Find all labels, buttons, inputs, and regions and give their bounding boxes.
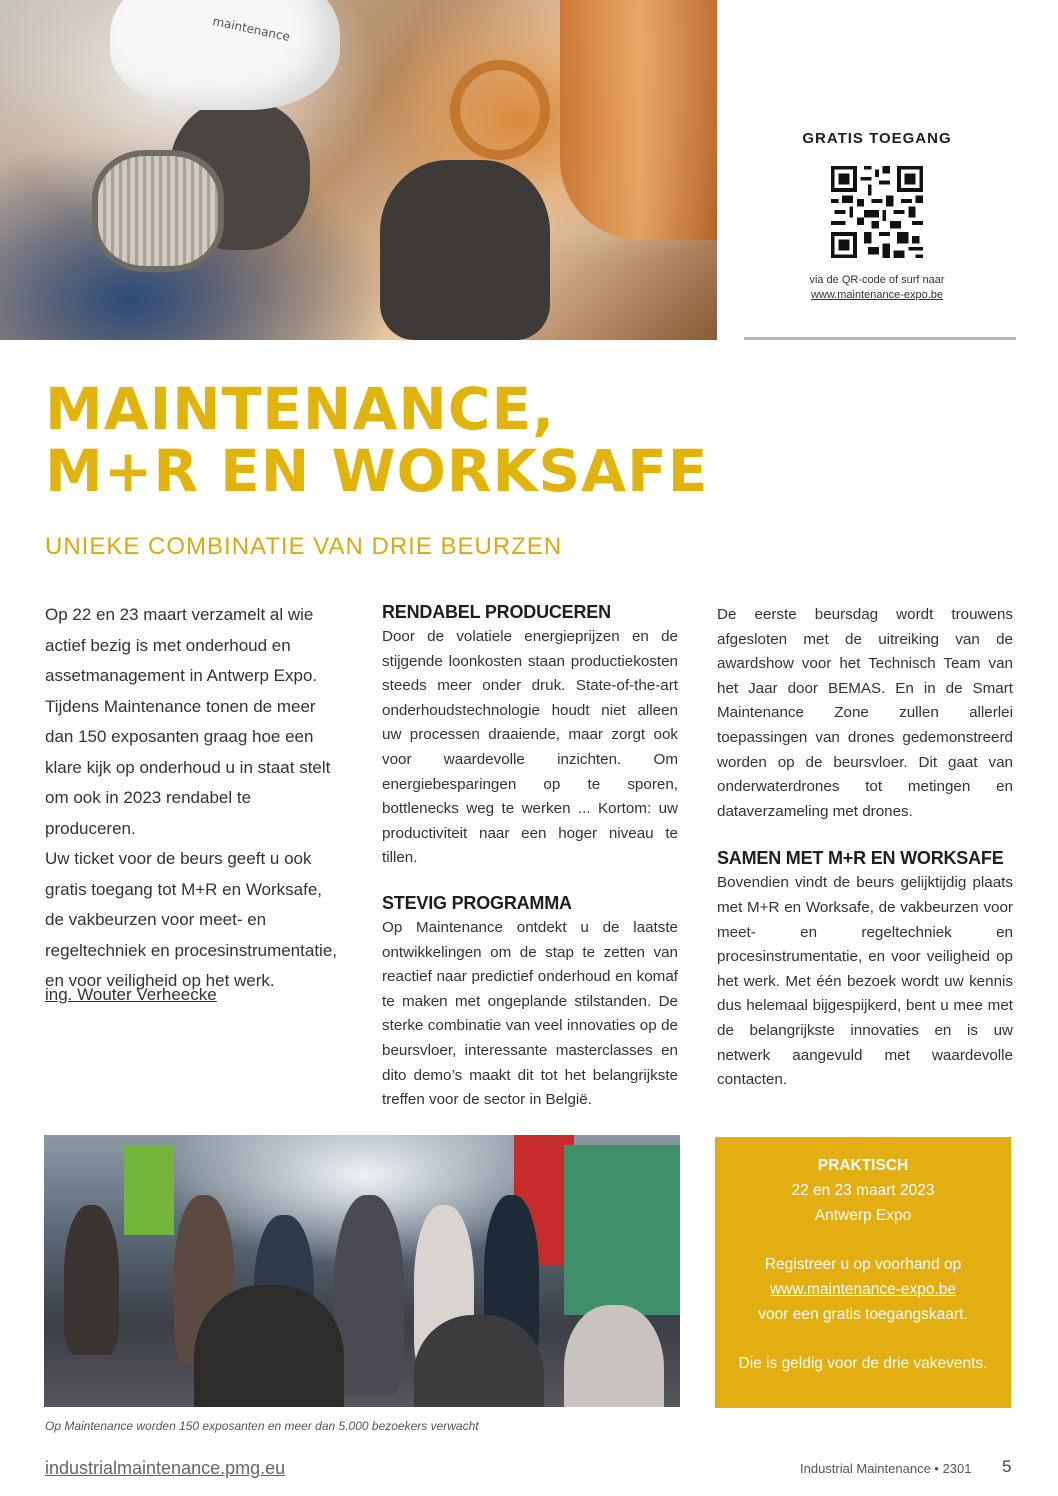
qr-code-icon[interactable] <box>831 166 923 258</box>
article-column-2 <box>382 600 678 1113</box>
photo-caption: Op Maintenance worden 150 exposanten en meer dan 5.000 bezoekers verwacht <box>45 1419 479 1433</box>
title-line-2: M+R EN WORKSAFE <box>45 437 709 505</box>
page-title <box>45 375 745 505</box>
practical-date: 22 en 23 maart 2023 <box>791 1182 935 1199</box>
practical-info-box <box>715 1137 1011 1408</box>
footer-magazine: Industrial Maintenance • 2301 <box>800 1461 972 1476</box>
divider <box>744 337 1016 340</box>
section-paragraph-samen: Bovendien vindt de beurs gelijktijdig plaats met M+R en Worksafe, de vakbeurzen voor meet- en regeltechniek en procesinstrumentatie, en voor veiligheid op het werk. Met één bezoek wordt uw kennis dus helemaal bijgespijkerd, bent u mee met de belangrijkste innovaties en is uw netwerk aangevuld met waardevolle contacten. <box>717 874 1013 1089</box>
practical-purpose: voor een gratis toegangskaart. <box>758 1306 968 1323</box>
article-column-3 <box>717 603 1013 1093</box>
practical-venue: Antwerp Expo <box>814 1207 912 1224</box>
footer-url-link[interactable]: industrialmaintenance.pmg.eu <box>45 1458 286 1478</box>
title-line-1: MAINTENANCE, <box>45 375 556 443</box>
practical-url-link[interactable]: www.maintenance-expo.be <box>769 1281 957 1298</box>
intro-paragraph-1: Op 22 en 23 maart verzamelt al wie actief bezig is met onderhoud en assetmanagement in Antwerp Expo. Tijdens Maintenance tonen de meer dan 150 exposanten graag hoe een klare kijk op onderhoud u in staat stelt om ook in 2023 rendabel te produceren. <box>45 605 331 838</box>
access-note <box>760 273 994 303</box>
intro-paragraph-2: Uw ticket voor de beurs geeft u ook gratis toegang tot M+R en Worksafe, de vakbeurzen voor meet- en regeltechniek en procesinstrumentatie, en voor veiligheid op het werk. <box>45 849 337 990</box>
subtitle: UNIEKE COMBINATIE VAN DRIE BEURZEN <box>45 533 563 560</box>
intro-column <box>45 600 340 997</box>
section-heading-programma: STEVIG PROGRAMMA <box>382 892 572 913</box>
practical-register: Registreer u op voorhand op <box>764 1256 962 1273</box>
access-title: GRATIS TOEGANG <box>802 130 952 147</box>
expo-photo <box>44 1135 680 1407</box>
author-link[interactable]: ing. Wouter Verheecke <box>45 985 217 1004</box>
access-url-link[interactable]: www.maintenance-expo.be <box>810 289 944 301</box>
practical-validity: Die is geldig voor de drie vakevents. <box>738 1355 988 1372</box>
hero-photo <box>0 0 717 340</box>
helmet-logo: maintenance <box>211 13 292 45</box>
practical-title: PRAKTISCH <box>817 1157 909 1174</box>
section-heading-samen: SAMEN MET M+R EN WORKSAFE <box>717 848 1004 869</box>
section-heading-rendabel: RENDABEL PRODUCEREN <box>382 602 611 622</box>
page-number: 5 <box>1002 1457 1012 1476</box>
section-paragraph-programma: Op Maintenance ontdekt u de laatste ontwikkelingen om de stap te zetten van reactief naar predictief onderhoud en komaf te maken met ongeplande stilstanden. De sterke combinatie van veel innovaties op de beursvloer, interessante masterclasses en dito demo’s maakt dit tot het belangrijkste treffen voor de sector in België. <box>382 918 678 1109</box>
section-paragraph-rendabel: Door de volatiele energieprijzen en de stijgende loonkosten staan productiekosten steeds meer onder druk. State-of-the-art onderhoudstechnologie houdt niet alleen uw processen draaiende, maar zorgt ook voor waardevolle inzichten. Om energiebesparingen op te sporen, bottlenecks weg te werken ... Kortom: uw productiviteit naar een hoger niveau te tillen. <box>382 628 678 867</box>
access-note-text: via de QR-code of surf naar <box>809 274 945 286</box>
section-paragraph-awards: De eerste beursdag wordt trouwens afgesloten met de uitreiking van de awardshow voor het Technisch Team van het Jaar door BEMAS. En in de Smart Maintenance Zone zullen allerlei toepassingen van drones gedemonstreerd worden op de beursvloer. Dit gaat van onderwaterdrones tot metingen en dataverzameling met drones. <box>717 606 1013 820</box>
